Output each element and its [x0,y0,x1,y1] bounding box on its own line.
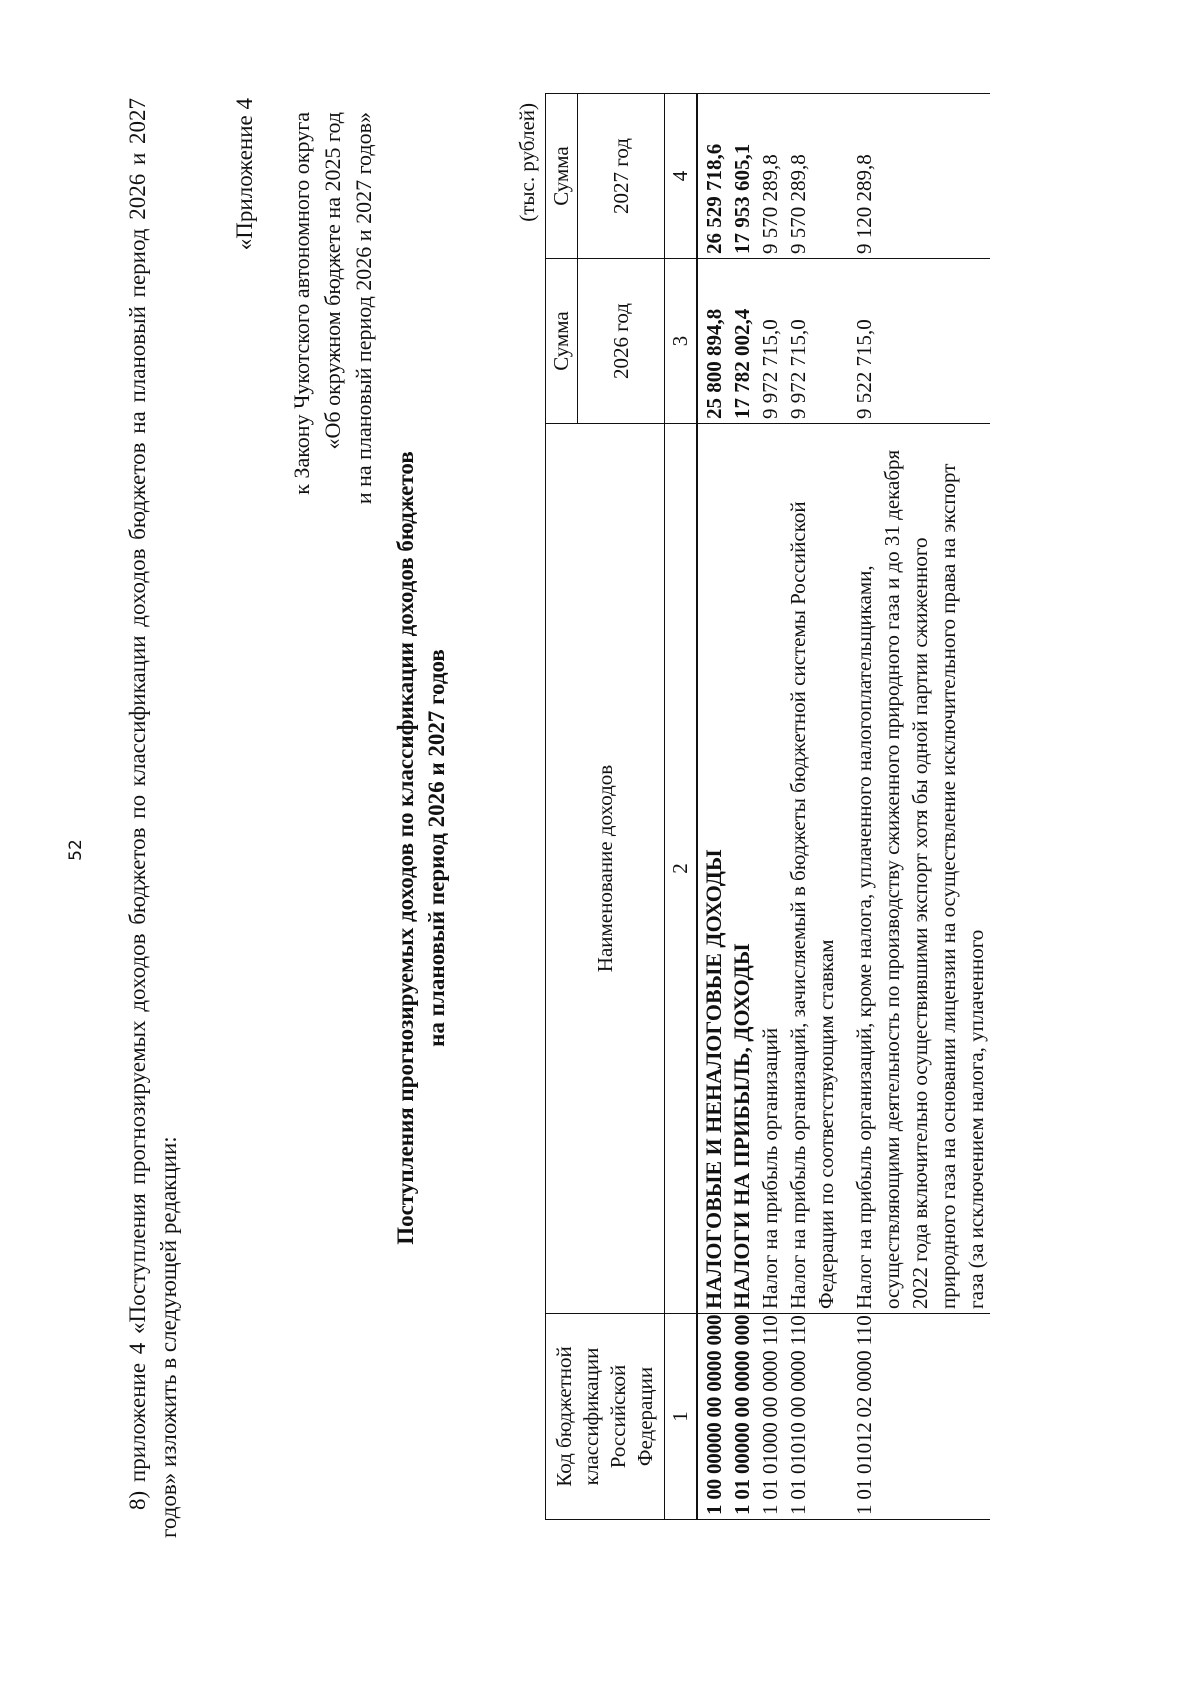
table-row [784,94,840,1520]
row-name: Налог на прибыль организаций, кроме налога, уплаченного налогоплательщиками, осуществляющими деятельность по производству сжиженного природного газа и до 31 декабря 2022 года включительно осуществившими экспорт хотя бы одной партии сжиженного природного газа на основании лицензии на осуществление исключительного права на экспорт газа (за исключением налога, уплаченного [850,424,990,1314]
row-name: НАЛОГИ НА ПРИБЫЛЬ, ДОХОДЫ [728,424,756,1314]
row-sum-2027: 17 953 605,1 [728,94,756,259]
row-sum-2027: 9 120 289,8 [850,94,990,259]
header-year-2027: 2027 год [578,94,665,259]
header-num-1: 1 [665,1314,698,1520]
law-reference-line-3: и на плановый период 2026 и 2027 годов» [351,112,376,505]
row-sum-2026: 9 972 715,0 [784,259,840,424]
row-code: 1 01 01010 00 0000 110 [784,1314,840,1520]
law-reference-line-2: «Об окружном бюджете на 2025 год [320,112,345,450]
row-name: НАЛОГОВЫЕ И НЕНАЛОГОВЫЕ ДОХОДЫ [697,424,728,1314]
appendix-label: «Приложение 4 [232,98,257,251]
revenue-table [545,93,990,1520]
table-row [697,94,728,1520]
header-name: Наименование доходов [546,424,665,1314]
row-sum-2026: 9 972 715,0 [756,259,784,424]
header-sum-2026: Сумма [546,259,578,424]
law-reference-line-1: к Закону Чукотского автономного округа [289,112,314,495]
header-num-3: 3 [665,259,698,424]
row-name: Налог на прибыль организаций, зачисляемый в бюджеты бюджетной системы Российской Федерации по соответствующим ставкам [784,424,840,1314]
table-row [850,94,990,1520]
row-code: 1 01 01012 02 0000 110 [850,1314,990,1520]
row-sum-2026: 17 782 002,4 [728,259,756,424]
row-name: Налог на прибыль организаций [756,424,784,1314]
row-sum-2027: 26 529 718,6 [697,94,728,259]
row-sum-2026: 9 522 715,0 [850,259,990,424]
row-code: 1 00 00000 00 0000 000 [697,1314,728,1520]
table-row [756,94,784,1520]
row-code: 1 01 00000 00 0000 000 [728,1314,756,1520]
law-reference [286,112,379,628]
table-row [728,94,756,1520]
header-code: Код бюджетной классификации Российской Федерации [546,1314,665,1520]
row-sum-2027: 9 570 289,8 [756,94,784,259]
row-sum-2027: 9 570 289,8 [784,94,840,259]
page-number: 52 [66,839,86,861]
intro-paragraph: 8) приложение 4 «Поступления прогнозируемых доходов бюджетов по классификации доходов бюджетов на плановый период 2026 и 2027 годов» изложить в следующей редакции: [125,98,181,1538]
unit-label: (тыс. рублей) [515,103,539,222]
table-title [390,278,452,1418]
header-year-2026: 2026 год [578,259,665,424]
row-sum-2026: 25 800 894,8 [697,259,728,424]
table-title-line-1: Поступления прогнозируемых доходов по классификации доходов бюджетов [393,451,418,1245]
row-spacer [840,94,850,1520]
header-num-4: 4 [665,94,698,259]
table-title-line-2: на плановый период 2026 и 2027 годов [424,649,449,1047]
header-sum-2027: Сумма [546,94,578,259]
row-code: 1 01 01000 00 0000 110 [756,1314,784,1520]
header-num-2: 2 [665,424,698,1314]
